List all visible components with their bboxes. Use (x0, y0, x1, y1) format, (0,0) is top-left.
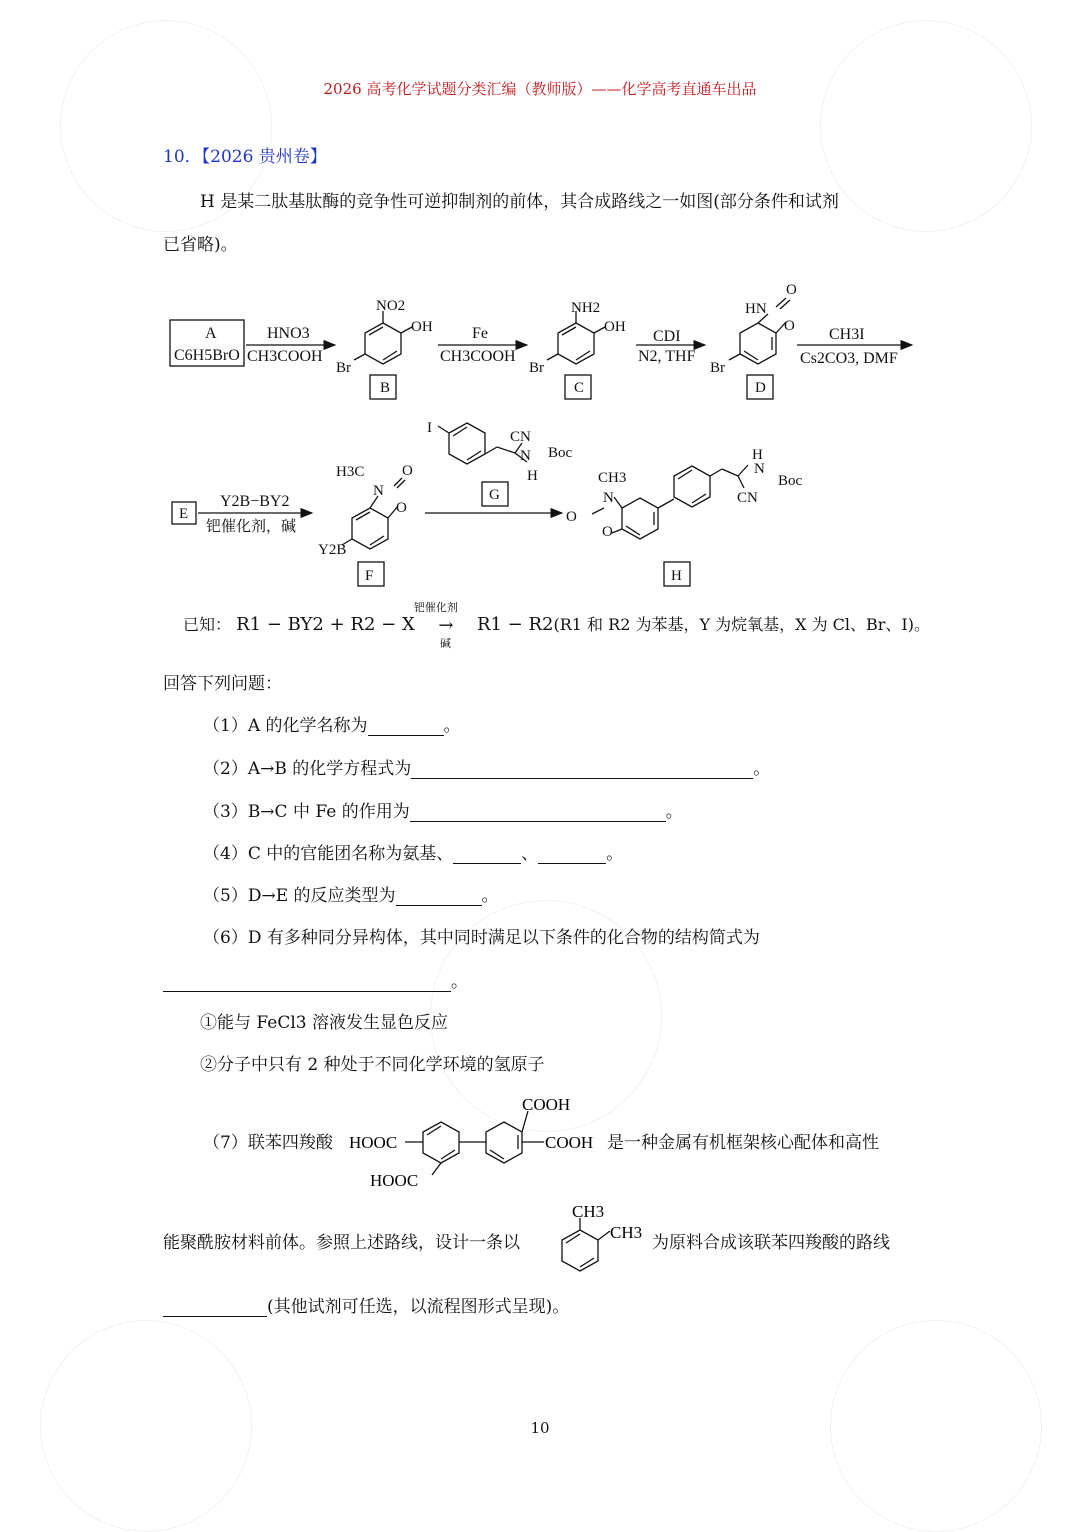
step1-reagent-bottom: CH3COOH (247, 348, 323, 365)
step1-reagent-top: HNO3 (267, 325, 310, 342)
d-ring-o: O (784, 318, 795, 334)
compound-a-formula: C6H5BrO (174, 347, 240, 364)
q7-line2-suffix: 为原料合成该联苯四羧酸的路线 (652, 1233, 890, 1253)
ring-b (365, 323, 401, 364)
ring-h-phenyl (674, 466, 710, 507)
question-index: 10． (163, 147, 202, 167)
answer-blank-4b[interactable] (538, 847, 606, 864)
label-e: E (179, 506, 189, 522)
question-2-end: 。 (753, 759, 771, 779)
known-left: R1 − BY2 + R2 − X (236, 614, 415, 635)
step3-reagent-bottom: N2, THF (638, 348, 696, 365)
d-hn: HN (745, 301, 767, 317)
h-ch3: CH3 (598, 470, 627, 486)
condition-1: ①能与 FeCl3 溶液发生显色反应 (200, 1013, 448, 1033)
f-n: N (373, 483, 384, 499)
d-br: Br (710, 360, 725, 376)
q7-prefix: （7）联苯四羧酸 (203, 1133, 333, 1153)
compound-a-label: A (205, 325, 217, 342)
question-6-end: 。 (451, 972, 468, 992)
step5-reagent-bottom: 钯催化剂，碱 (206, 519, 297, 535)
question-1-end: 。 (443, 716, 461, 736)
q7-ring-right (486, 1122, 522, 1163)
page-header: 2026 高考化学试题分类汇编（教师版）——化学高考直通车出品 (323, 80, 757, 98)
h-ring-o: O (602, 524, 613, 540)
step4-reagent-bottom: Cs2CO3, DMF (800, 350, 898, 367)
biphenyl-tetracarboxylic-acid-structure (0, 1085, 1080, 1195)
h-boc: Boc (778, 473, 803, 489)
h-carbonyl-o: O (566, 509, 577, 525)
question-6: （6）D 有多种同分异构体，其中同时满足以下条件的化合物的结构简式为 (203, 928, 760, 948)
step2-reagent-top: Fe (472, 325, 488, 342)
h-cn: CN (737, 490, 758, 506)
answer-blank-7[interactable] (163, 1300, 267, 1317)
question-1 (203, 716, 461, 736)
c-nh2: NH2 (571, 300, 601, 316)
o-xylene-ring (562, 1230, 598, 1271)
condition-2: ②分子中只有 2 种处于不同化学环境的氢原子 (200, 1055, 545, 1075)
f-ring-o: O (396, 500, 407, 516)
intro-line-2: 已省略)。 (163, 235, 238, 255)
step4-reagent-top: CH3I (829, 326, 865, 343)
q7-line2-prefix: 能聚酰胺材料前体。参照上述路线，设计一条以 (163, 1233, 520, 1253)
step5-reagent-top: Y2B−BY2 (220, 493, 290, 510)
label-d: D (755, 380, 766, 396)
q7-ring-left (423, 1122, 459, 1163)
o-xylene-ch3-b: CH3 (610, 1223, 643, 1242)
step3-reagent-top: CDI (653, 328, 681, 345)
g-iodo: I (427, 420, 432, 436)
synthesis-scheme (0, 0, 1080, 600)
known-prefix: 已知： (183, 615, 232, 634)
label-c: C (574, 380, 585, 396)
f-h3c: H3C (336, 464, 365, 480)
known-right: R1 − R2 (476, 614, 554, 635)
question-2 (203, 759, 770, 779)
label-b: B (380, 380, 391, 396)
label-f: F (365, 568, 374, 584)
q7-line3-text: (其他试剂可任选，以流程图形式呈现)。 (267, 1297, 570, 1317)
question-4 (203, 844, 623, 864)
q7-hooc-left: HOOC (349, 1133, 398, 1152)
page-number: 10 (530, 1419, 550, 1437)
question-5-end: 。 (481, 886, 499, 906)
intro-line-1: H 是某二肽基肽酶的竞争性可逆抑制剂的前体，其合成路线之一如图(部分条件和试剂 (200, 192, 839, 212)
question-4-mid: 、 (521, 844, 539, 864)
f-carbonyl-o: O (402, 463, 413, 479)
h-n2: N (754, 461, 765, 477)
question-3-end: 。 (665, 802, 683, 822)
label-g: G (489, 487, 500, 503)
known-arrow: 钯催化剂 → 碱 (413, 601, 458, 650)
question-5 (203, 886, 499, 906)
question-4-text: （4）C 中的官能团名称为氨基、 (203, 844, 454, 864)
label-h: H (671, 568, 682, 584)
answer-blank-5[interactable] (396, 889, 482, 906)
question-2-text: （2）A→B 的化学方程式为 (203, 759, 412, 779)
question-1-text: （1）A 的化学名称为 (203, 716, 368, 736)
known-note: (R1 和 R2 为苯基，Y 为烷氧基，X 为 Cl、Br、I)。 (553, 615, 930, 634)
b-br: Br (336, 360, 351, 376)
known-catalyst-top: 钯催化剂 (413, 601, 458, 614)
q7-line3 (163, 1297, 569, 1317)
d-carbonyl-o: O (786, 282, 797, 298)
answer-blank-1[interactable] (368, 719, 444, 736)
q7-hooc-bottom: HOOC (370, 1171, 419, 1190)
b-no2: NO2 (376, 298, 406, 314)
ring-f (352, 508, 388, 549)
question-3 (203, 802, 683, 822)
known-equation (183, 601, 930, 650)
q7-cooh-top: COOH (522, 1095, 571, 1114)
ring-d (740, 323, 776, 364)
q7-suffix: 是一种金属有机框架核心配体和高性 (607, 1133, 879, 1153)
ring-h-benzo (622, 498, 658, 539)
o-xylene-structure (540, 1198, 660, 1282)
answer-blank-3[interactable] (410, 805, 666, 822)
ring-c (558, 323, 594, 364)
answer-blank-2[interactable] (411, 762, 753, 779)
h-n: N (603, 490, 614, 506)
c-oh: OH (604, 319, 626, 335)
f-y2b: Y2B (318, 542, 347, 558)
o-xylene-ch3-a: CH3 (572, 1202, 605, 1221)
ring-g (449, 423, 485, 464)
answer-blank-4a[interactable] (453, 847, 521, 864)
question-3-text: （3）B→C 中 Fe 的作用为 (203, 802, 410, 822)
h-h: H (752, 447, 763, 463)
known-catalyst-bottom: 碱 (439, 637, 451, 650)
answer-blank-6[interactable] (163, 975, 451, 992)
step2-reagent-bottom: CH3COOH (440, 348, 516, 365)
answer-prompt: 回答下列问题： (163, 674, 282, 694)
question-source: 【2026 贵州卷】 (201, 147, 327, 167)
c-br: Br (529, 360, 544, 376)
g-h: H (527, 468, 538, 484)
g-n: N (520, 448, 531, 464)
b-oh: OH (411, 319, 433, 335)
question-6-answer-line (163, 972, 468, 992)
g-cn: CN (510, 429, 531, 445)
question-5-text: （5）D→E 的反应类型为 (203, 886, 396, 906)
g-boc: Boc (548, 445, 573, 461)
q7-cooh-right: COOH (545, 1133, 594, 1152)
question-4-end: 。 (606, 844, 624, 864)
